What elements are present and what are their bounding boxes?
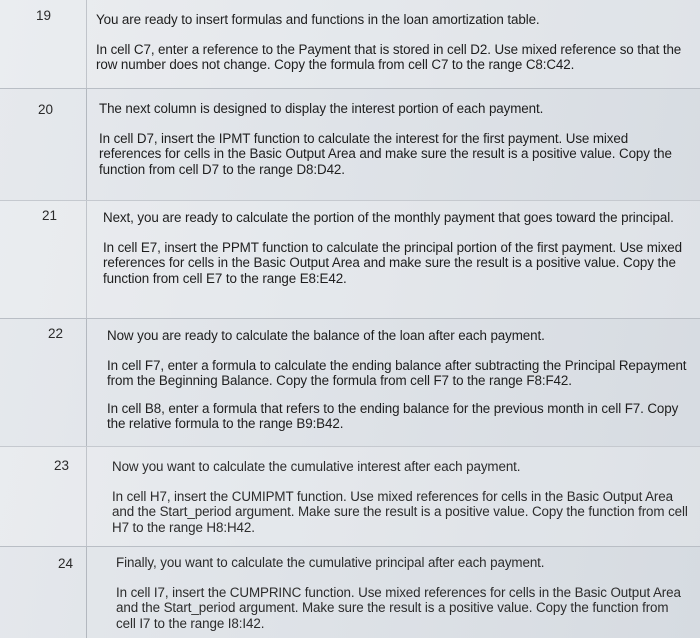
step-number: 23 xyxy=(54,458,70,473)
step-lead: Finally, you want to calculate the cumulative principal after each payment. xyxy=(116,555,545,570)
step-number: 24 xyxy=(58,556,74,571)
step-row xyxy=(0,200,700,319)
step-paragraph: In cell I7, insert the CUMPRINC function. Use mixed references for cells in the Basic Output Area and the Start_period argument. Make sure the result is a positive value. Copy the function from cell I7 to the range I8:I42. xyxy=(116,584,681,631)
step-paragraph: In cell E7, insert the PPMT function to calculate the principal portion of the first payment. Use mixed references for cells in the Basic Output Area and make sure the result is a positive value. Copy the function from cell E7 to the range E8:E42. xyxy=(103,239,682,286)
step-description xyxy=(103,210,688,286)
step-row xyxy=(0,88,700,201)
step-description xyxy=(116,555,688,631)
step-row xyxy=(0,0,700,89)
step-paragraph: In cell B8, enter a formula that refers to the ending balance for the previous month in cell F7. Copy the relative formula to the range B9:B42. xyxy=(107,400,679,431)
step-lead: Now you are ready to calculate the balance of the loan after each payment. xyxy=(107,328,545,343)
step-paragraph: In cell H7, insert the CUMIPMT function. Use mixed references for cells in the Basic Output Area and the Start_period argument. Make sure the result is a positive value. Copy the function from cell H7 to the range H8:H42. xyxy=(112,488,688,535)
step-lead: You are ready to insert formulas and functions in the loan amortization table. xyxy=(96,12,540,27)
step-number: 19 xyxy=(36,8,52,23)
step-number: 20 xyxy=(38,102,54,117)
step-paragraph: In cell D7, insert the IPMT function to calculate the interest for the first payment. Use mixed references for cells in the Basic Output Area and make sure the result is a positive value. Copy the function from cell D7 to the range D8:D42. xyxy=(99,130,672,177)
step-paragraph: In cell F7, enter a formula to calculate the ending balance after subtracting the Principal Repayment from the Beginning Balance. Copy the formula from cell F7 to the range F8:F42. xyxy=(107,357,687,388)
step-description xyxy=(99,101,688,177)
step-paragraph: In cell C7, enter a reference to the Payment that is stored in cell D2. Use mixed reference so that the row number does not change. Copy the formula from cell C7 to the range C8:C42. xyxy=(96,41,682,72)
step-number: 21 xyxy=(42,208,58,223)
step-description xyxy=(112,459,688,535)
step-description xyxy=(107,328,688,432)
step-row xyxy=(0,546,700,638)
step-lead: Now you want to calculate the cumulative interest after each payment. xyxy=(112,459,521,474)
step-lead: The next column is designed to display the interest portion of each payment. xyxy=(99,101,544,116)
step-row xyxy=(0,318,700,447)
step-description xyxy=(96,12,688,73)
step-number: 22 xyxy=(48,326,64,341)
step-row xyxy=(0,446,700,547)
step-lead: Next, you are ready to calculate the portion of the monthly payment that goes toward the principal. xyxy=(103,210,674,225)
